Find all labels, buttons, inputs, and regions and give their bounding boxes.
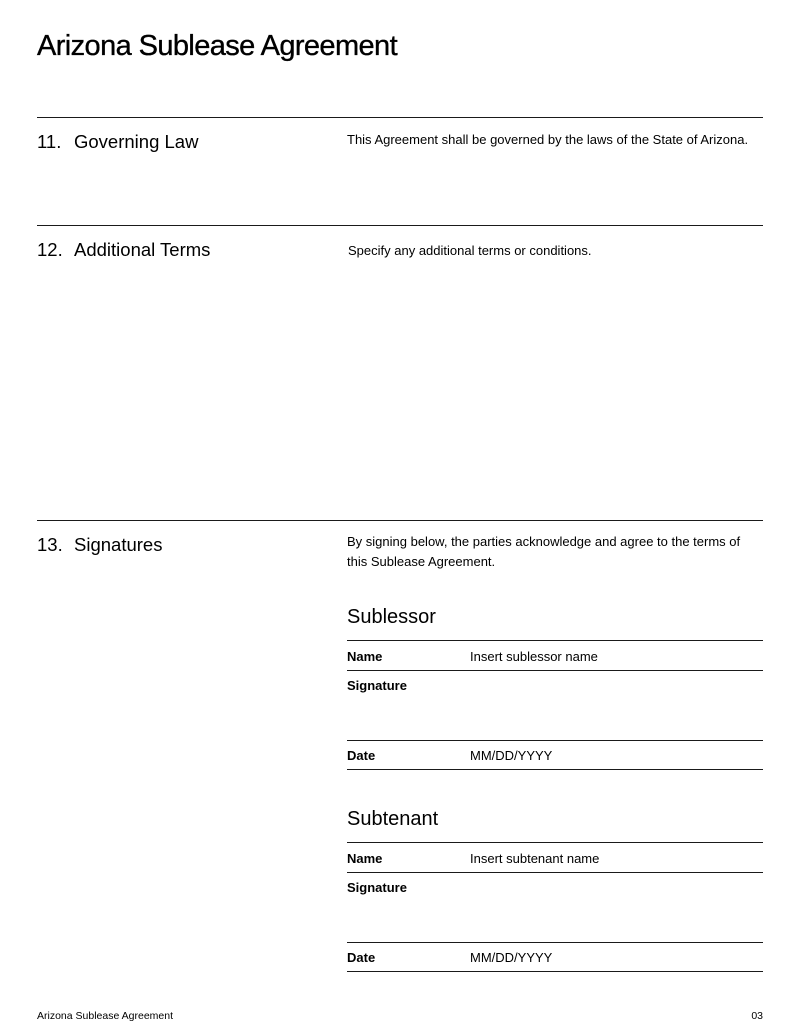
subtenant-date-field[interactable]: MM/DD/YYYY <box>470 950 553 965</box>
subtenant-name-field[interactable]: Insert subtenant name <box>470 851 600 866</box>
section-divider <box>37 520 763 521</box>
sublessor-date-label: Date <box>347 748 376 763</box>
section-body-signatures: By signing below, the parties acknowledge and agree to the terms of this Sublease Agreement. <box>347 534 741 569</box>
document-title: Arizona Sublease Agreement <box>37 30 398 62</box>
section-heading-additional-terms <box>37 239 210 261</box>
section-title: Additional Terms <box>74 239 211 260</box>
sublessor-title: Sublessor <box>347 606 436 628</box>
subtenant-signature-label: Signature <box>347 880 407 895</box>
section-heading-governing-law <box>37 131 198 153</box>
section-number: 11. <box>37 131 62 152</box>
sublessor-signature-field[interactable] <box>470 672 763 738</box>
field-divider <box>347 971 763 972</box>
section-title: Governing Law <box>74 131 199 152</box>
section-number: 13. <box>37 534 63 555</box>
sublessor-name-label: Name <box>347 649 383 664</box>
field-divider <box>347 740 763 741</box>
sublessor-date-field[interactable]: MM/DD/YYYY <box>470 748 553 763</box>
section-body-governing-law: This Agreement shall be governed by the laws of the State of Arizona. <box>347 132 749 147</box>
section-number: 12. <box>37 239 63 260</box>
field-divider <box>347 842 763 843</box>
subtenant-date-label: Date <box>347 950 376 965</box>
field-divider <box>347 670 763 671</box>
additional-terms-field[interactable]: Specify any additional terms or conditions. <box>348 243 592 258</box>
field-divider <box>347 640 763 641</box>
section-title: Signatures <box>74 534 163 555</box>
subtenant-title: Subtenant <box>347 808 439 830</box>
subtenant-name-label: Name <box>347 851 383 866</box>
sublessor-signature-label: Signature <box>347 678 407 693</box>
field-divider <box>347 769 763 770</box>
field-divider <box>347 942 763 943</box>
section-heading-signatures <box>37 534 162 556</box>
footer-document-name: Arizona Sublease Agreement <box>37 1010 174 1022</box>
section-divider <box>37 117 763 118</box>
subtenant-signature-field[interactable] <box>470 874 763 940</box>
section-divider <box>37 225 763 226</box>
page-number: 03 <box>751 1010 763 1022</box>
sublessor-name-field[interactable]: Insert sublessor name <box>470 649 598 664</box>
field-divider <box>347 872 763 873</box>
